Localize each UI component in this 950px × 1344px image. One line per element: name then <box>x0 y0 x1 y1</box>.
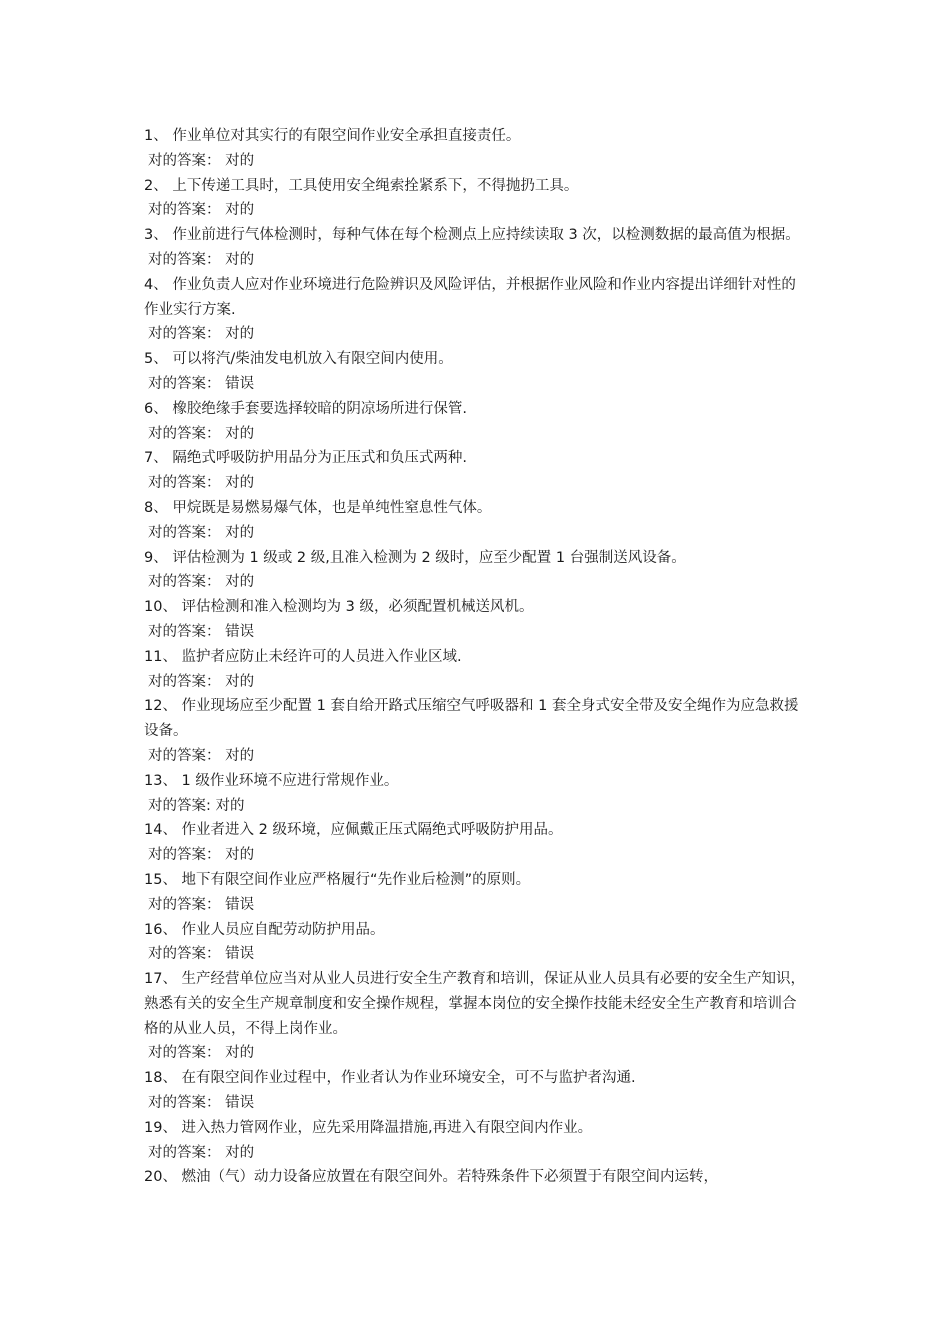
answer-text: 对的答案： 对的 <box>148 673 255 690</box>
answer-text: 对的答案： 错误 <box>148 375 255 392</box>
question-text: 15、 地下有限空间作业应严格履行“先作业后检测”的原则。 <box>144 871 531 888</box>
answer-text: 对的答案： 错误 <box>148 946 255 963</box>
question-text: 12、 作业现场应至少配置 1 套自给开路式压缩空气呼吸器和 1 套全身式安全带及安全绳作为应急救援设备。 <box>144 698 799 740</box>
question-text: 11、 监护者应防止未经许可的人员进入作业区域. <box>144 648 462 665</box>
question-text: 7、 隔绝式呼吸防护用品分为正压式和负压式两种. <box>144 450 467 467</box>
answer-text: 对的答案： 错误 <box>148 1095 255 1112</box>
answer-text: 对的答案: 对的 <box>148 797 245 814</box>
answer-text: 对的答案： 对的 <box>148 326 255 343</box>
answer-text: 对的答案： 对的 <box>148 251 255 268</box>
answer-text: 对的答案： 对的 <box>148 847 255 864</box>
question-text: 17、 生产经营单位应当对从业人员进行安全生产教育和培训，保证从业人员具有必要的安全生产知识，熟悉有关的安全生产规章制度和安全操作规程，掌握本岗位的安全操作技能未经安全生产教育和培训合格的从业人员，不得上岗作业。 <box>144 971 806 1037</box>
answer-text: 对的答案： 对的 <box>148 202 255 219</box>
question-text: 1、 作业单位对其实行的有限空间作业安全承担直接责任。 <box>144 128 521 144</box>
question-text: 2、 上下传递工具时，工具使用安全绳索拴紧系下，不得抛扔工具。 <box>144 177 579 194</box>
answer-text: 对的答案： 错误 <box>148 896 255 913</box>
question-text: 8、 甲烷既是易燃易爆气体，也是单纯性窒息性气体。 <box>144 499 492 516</box>
question-text: 18、 在有限空间作业过程中，作业者认为作业环境安全，可不与监护者沟通. <box>144 1070 636 1087</box>
document-body <box>144 124 810 1190</box>
answer-text: 对的答案： 对的 <box>148 524 255 541</box>
question-text: 13、 1 级作业环境不应进行常规作业。 <box>144 772 399 789</box>
question-text: 3、 作业前进行气体检测时，每种气体在每个检测点上应持续读取 3 次，以检测数据的最高值为根据。 <box>144 227 800 244</box>
question-text: 5、 可以将汽/柴油发电机放入有限空间内使用。 <box>144 351 453 368</box>
answer-text: 对的答案： 对的 <box>148 1144 255 1161</box>
answer-text: 对的答案： 错误 <box>148 623 255 640</box>
answer-text: 对的答案： 对的 <box>148 747 255 764</box>
answer-text: 对的答案： 对的 <box>148 152 255 169</box>
question-text: 14、 作业者进入 2 级环境，应佩戴正压式隔绝式呼吸防护用品。 <box>144 822 563 839</box>
answer-text: 对的答案： 对的 <box>148 475 255 492</box>
question-text: 9、 评估检测为 1 级或 2 级,且准入检测为 2 级时，应至少配置 1 台强制送风设备。 <box>144 549 686 566</box>
question-text: 6、 橡胶绝缘手套要选择较暗的阴凉场所进行保管. <box>144 400 467 417</box>
question-text: 10、 评估检测和准入检测均为 3 级，必须配置机械送风机。 <box>144 599 534 616</box>
question-text: 4、 作业负责人应对作业环境进行危险辨识及风险评估，并根据作业风险和作业内容提出详细针对性的作业实行方案. <box>144 276 796 318</box>
answer-text: 对的答案： 对的 <box>148 1045 255 1062</box>
question-text: 16、 作业人员应自配劳动防护用品。 <box>144 921 385 938</box>
answer-text: 对的答案： 对的 <box>148 425 255 442</box>
question-text: 20、 燃油（气）动力设备应放置在有限空间外。若特殊条件下必须置于有限空间内运转， <box>144 1169 719 1186</box>
answer-text: 对的答案： 对的 <box>148 574 255 591</box>
question-text: 19、 进入热力管网作业，应先采用降温措施,再进入有限空间内作业。 <box>144 1119 593 1136</box>
